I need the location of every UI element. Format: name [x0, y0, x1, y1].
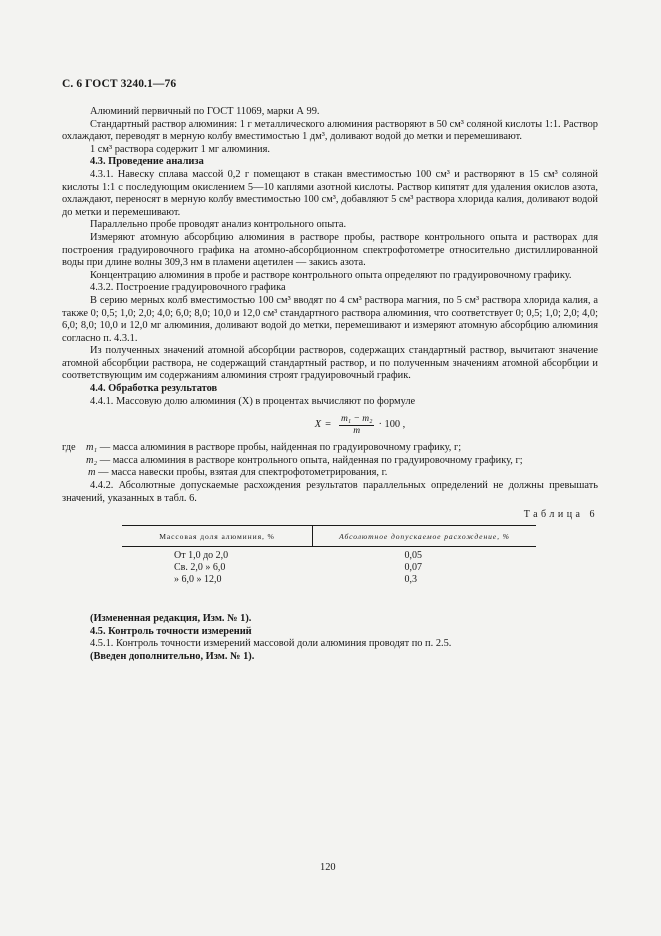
table-cell: 0,05 — [404, 550, 422, 562]
paragraph-solution-content: 1 см³ раствора содержит 1 мг алюминия. — [90, 143, 270, 155]
table-row — [122, 547, 536, 562]
table-cell: 0,3 — [404, 573, 417, 585]
paragraph-4-3-2: 4.3.2. Построение градуировочного графика — [90, 282, 286, 294]
definition-text: — масса навески пробы, взятая для спектрофотометрирования, г. — [98, 467, 388, 479]
section-heading-4-4: 4.4. Обработка результатов — [90, 383, 218, 395]
table-6 — [122, 525, 536, 585]
paragraph-4-3-1: 4.3.1. Навеску сплава массой 0,2 г помещают в стакан вместимостью 100 см³ и растворяют в 15 см³ соляной кислоты 1:1 с последующим окислением 5—10 каплями азотной кислоты. Раствор кипятят для удаления окислов азота, охлаждают, переносят в мерную колбу вместимостью 100 см³, добавляют 5 см³ раствора хлорида калия, доливают водой до метки и перемешивают. — [62, 168, 598, 218]
table-row — [122, 574, 536, 586]
paragraph-aluminium-grade: Алюминий первичный по ГОСТ 11069, марки А 99. — [90, 106, 320, 117]
section-heading-4-3: 4.3. Проведение анализа — [90, 156, 204, 168]
paragraph-4-4-1: 4.4.1. Массовую долю алюминия (X) в процентах вычисляют по формуле — [90, 395, 416, 407]
formula-equals: = — [325, 418, 331, 430]
table-row — [122, 562, 536, 574]
paragraph-4-4-2: 4.4.2. Абсолютные допускаемые расхождения результатов параллельных определений не должны превышать значений, указанных в табл. 6. — [62, 480, 598, 504]
table-header-row — [122, 525, 536, 547]
page-number: 120 — [320, 862, 336, 873]
table-cell: 0,07 — [404, 562, 422, 573]
formula-fraction — [339, 414, 375, 437]
paragraph-calibration-graph: Из полученных значений атомной абсорбции растворов, содержащих стандартный раствор, вычитают значение атомной абсорбции раствора, не содержащий стандартный раствор, и по полученным значениям атомной абсорбции и соответствующим им содержаниям алюминия строят градуировочный график. — [62, 345, 598, 382]
table-cell: От 1,0 до 2,0 — [174, 550, 229, 562]
formula-numerator: m₁ − m₂ — [340, 413, 373, 424]
paragraph-measurement: Измеряют атомную абсорбцию алюминия в растворе пробы, растворе контрольного опыта и растворах для построения градуировочного графика на атомно-абсорбционном спектрофотометре относительно дистиллированной воды при длине волны 309,3 нм в пламени ацетилен — закись азота. — [62, 231, 598, 269]
table-cell: Св. 2,0 » 6,0 — [174, 562, 226, 573]
table-cell: » 6,0 » 12,0 — [174, 573, 222, 585]
table-header-tolerance: Абсолютное допускаемое расхождение, % — [313, 525, 537, 547]
definition-text: — масса алюминия в растворе контрольного опыта, найденная по градуировочному графику, г; — [99, 454, 523, 466]
formula-rhs: · 100 , — [378, 418, 406, 430]
formula-lhs: X — [314, 418, 322, 430]
definition-symbol: m₂ — [86, 454, 98, 466]
paragraph-concentration: Концентрацию алюминия в пробе и растворе контрольного опыта определяют по градуировочному графику. — [90, 269, 572, 281]
paragraph-4-5-1: 4.5.1. Контроль точности измерений массовой доли алюминия проводят по п. 2.5. — [90, 638, 452, 650]
table-header-mass-fraction: Массовая доля алюминия, % — [122, 525, 313, 547]
table-caption: Таблица 6 — [523, 509, 598, 521]
definition-row — [62, 442, 598, 455]
formula-denominator: m — [353, 425, 361, 436]
definition-row — [62, 467, 598, 480]
definition-lead: где — [62, 442, 76, 454]
paragraph-parallel-blank: Параллельно пробе проводят анализ контрольного опыта. — [90, 219, 347, 231]
amendment-note: (Измененная редакция, Изм. № 1). — [90, 613, 252, 625]
formula-definitions — [62, 442, 598, 480]
definition-symbol: m — [88, 467, 96, 479]
mass-fraction-formula — [122, 408, 598, 442]
paragraph-calibration-series: В серию мерных колб вместимостью 100 см³ вводят по 4 см³ раствора магния, по 5 см³ раствора хлорида калия, а также 0; 0,5; 1,0; 2,0; 4,0; 6,0; 8,0; 10,0 и 12,0 см³ стандартного раствора алюминия, что соответствует 0; 0,5; 1,0; 2,0; 4,0; 6,0; 8,0; 10,0 и 12,0 мг алюминия, доливают водой до метки, перемешивают и измеряют атомную абсорбцию алюминия согласно п. 4.3.1. — [62, 294, 598, 344]
document-body — [62, 106, 598, 664]
definition-row — [62, 455, 598, 468]
section-heading-4-5: 4.5. Контроль точности измерений — [90, 625, 252, 637]
introduced-note: (Введен дополнительно, Изм. № 1). — [90, 650, 255, 662]
definition-text: — масса алюминия в растворе пробы, найденная по градуировочному графику, г; — [99, 442, 462, 454]
paragraph-standard-solution: Стандартный раствор алюминия: 1 г металлического алюминия растворяют в 50 см³ соляной кислоты 1:1. Раствор охлаждают, переводят в мерную колбу вместимостью 1 дм³, доливают водой до метки и перемешивают. — [62, 118, 598, 143]
definition-symbol: m₁ — [86, 442, 98, 454]
page-header: С. 6 ГОСТ 3240.1—76 — [62, 78, 177, 90]
